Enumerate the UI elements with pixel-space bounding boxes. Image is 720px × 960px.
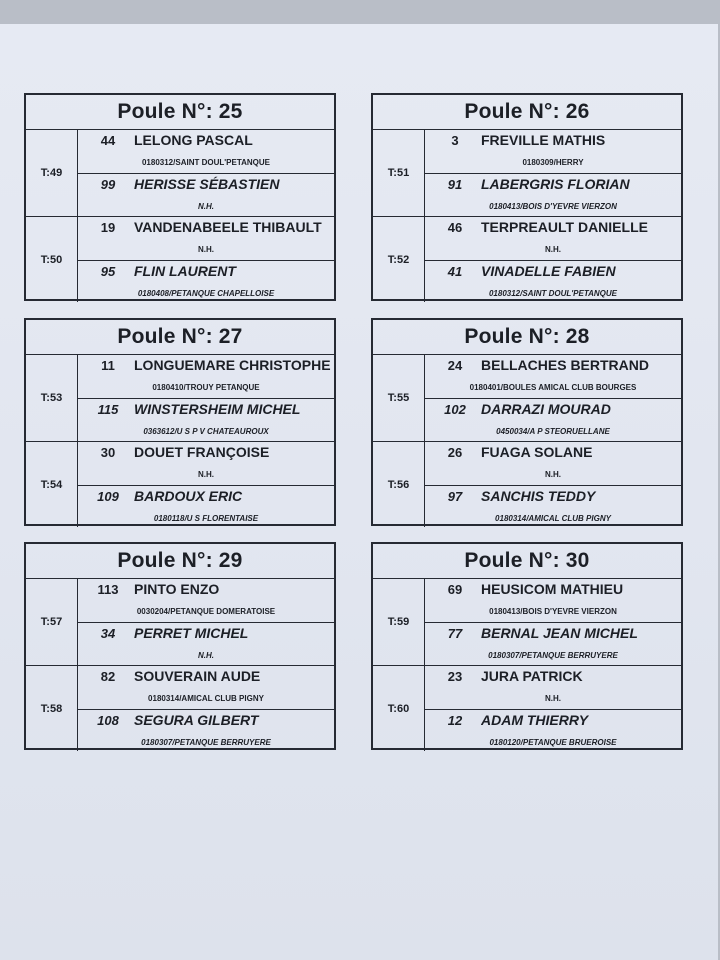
player-club: 0180307/PETANQUE BERRUYERE bbox=[488, 651, 618, 660]
player-club: N.H. bbox=[545, 470, 561, 479]
table-block bbox=[373, 355, 681, 441]
player-name: HEUSICOM MATHIEU bbox=[481, 581, 624, 597]
player-row bbox=[425, 260, 681, 303]
player-row bbox=[78, 398, 334, 441]
player-row bbox=[78, 579, 334, 622]
poule-title: Poule N°: 28 bbox=[373, 320, 681, 355]
table-block bbox=[373, 665, 681, 751]
table-number: T:56 bbox=[373, 442, 425, 527]
player-number: 69 bbox=[447, 582, 463, 597]
poule-card bbox=[371, 93, 683, 301]
player-club: 0363612/U S P V CHATEAUROUX bbox=[143, 427, 269, 436]
player-number: 26 bbox=[447, 445, 463, 460]
player-number: 91 bbox=[447, 177, 463, 192]
player-club: 0180118/U S FLORENTAISE bbox=[153, 514, 259, 523]
player-row bbox=[425, 442, 681, 485]
player-club: N.H. bbox=[198, 202, 214, 211]
player-name: HERISSE SÉBASTIEN bbox=[134, 176, 280, 192]
poule-card bbox=[371, 318, 683, 526]
player-name: VANDENABEELE THIBAULT bbox=[134, 219, 322, 235]
player-row bbox=[78, 217, 334, 260]
player-row bbox=[425, 622, 681, 665]
player-row bbox=[78, 442, 334, 485]
player-name: BARDOUX ERIC bbox=[134, 488, 243, 504]
player-row bbox=[78, 666, 334, 709]
player-club: 0180312/SAINT DOUL'PETANQUE bbox=[141, 158, 270, 167]
player-name: SEGURA GILBERT bbox=[134, 712, 259, 728]
player-number: 44 bbox=[100, 133, 116, 148]
player-name: PERRET MICHEL bbox=[134, 625, 249, 641]
table-number: T:54 bbox=[26, 442, 78, 527]
table-block bbox=[373, 216, 681, 302]
player-name: VINADELLE FABIEN bbox=[481, 263, 616, 279]
player-name: BERNAL JEAN MICHEL bbox=[481, 625, 638, 641]
player-club: 0180413/BOIS D'YEVRE VIERZON bbox=[489, 202, 617, 211]
player-number: 108 bbox=[97, 713, 119, 728]
player-name: LELONG PASCAL bbox=[134, 132, 253, 148]
player-number: 97 bbox=[447, 489, 463, 504]
player-row bbox=[78, 355, 334, 398]
player-club: 0030204/PETANQUE DOMERATOISE bbox=[136, 607, 276, 616]
table-block bbox=[373, 579, 681, 665]
table-block bbox=[26, 665, 334, 751]
player-club: 0180309/HERRY bbox=[522, 158, 584, 167]
player-name: JURA PATRICK bbox=[481, 668, 583, 684]
player-number: 102 bbox=[444, 402, 466, 417]
player-row bbox=[425, 709, 681, 752]
player-number: 34 bbox=[100, 626, 116, 641]
player-number: 30 bbox=[100, 445, 116, 460]
player-row bbox=[78, 173, 334, 216]
player-club: 0450034/A P STEORUELLANE bbox=[496, 427, 610, 436]
player-club: 0180307/PETANQUE BERRUYERE bbox=[141, 738, 271, 747]
player-club: N.H. bbox=[198, 651, 214, 660]
paper-sheet bbox=[0, 24, 718, 960]
player-name: DARRAZI MOURAD bbox=[481, 401, 611, 417]
table-number: T:59 bbox=[373, 579, 425, 665]
poule-card bbox=[24, 93, 336, 301]
player-name: BELLACHES BERTRAND bbox=[481, 357, 649, 373]
table-block bbox=[373, 130, 681, 216]
player-name: DOUET FRANÇOISE bbox=[134, 444, 270, 460]
table-number: T:60 bbox=[373, 666, 425, 751]
table-number: T:50 bbox=[26, 217, 78, 302]
player-club: 0180314/AMICAL CLUB PIGNY bbox=[148, 694, 264, 703]
player-name: ADAM THIERRY bbox=[481, 712, 589, 728]
player-row bbox=[425, 666, 681, 709]
poule-card bbox=[371, 542, 683, 750]
table-number: T:58 bbox=[26, 666, 78, 751]
poule-title: Poule N°: 30 bbox=[373, 544, 681, 579]
table-block bbox=[26, 579, 334, 665]
table-block bbox=[373, 441, 681, 527]
player-row bbox=[425, 217, 681, 260]
table-block bbox=[26, 216, 334, 302]
player-name: TERPREAULT DANIELLE bbox=[481, 219, 648, 235]
player-name: WINSTERSHEIM MICHEL bbox=[134, 401, 301, 417]
poule-title: Poule N°: 29 bbox=[26, 544, 334, 579]
player-row bbox=[78, 130, 334, 173]
player-club: N.H. bbox=[545, 245, 561, 254]
table-block bbox=[26, 355, 334, 441]
player-club: N.H. bbox=[545, 694, 561, 703]
player-club: N.H. bbox=[198, 245, 214, 254]
player-number: 23 bbox=[447, 669, 463, 684]
player-row bbox=[425, 398, 681, 441]
player-number: 41 bbox=[447, 264, 463, 279]
player-number: 11 bbox=[101, 358, 115, 373]
player-row bbox=[425, 130, 681, 173]
player-number: 115 bbox=[97, 402, 119, 417]
player-number: 19 bbox=[100, 220, 116, 235]
poule-title: Poule N°: 27 bbox=[26, 320, 334, 355]
player-number: 12 bbox=[447, 713, 463, 728]
poule-title: Poule N°: 26 bbox=[373, 95, 681, 130]
table-number: T:57 bbox=[26, 579, 78, 665]
player-row bbox=[78, 709, 334, 752]
player-row bbox=[78, 622, 334, 665]
poule-title: Poule N°: 25 bbox=[26, 95, 334, 130]
player-club: 0180401/BOULES AMICAL CLUB BOURGES bbox=[469, 383, 637, 392]
table-number: T:53 bbox=[26, 355, 78, 441]
player-number: 77 bbox=[447, 626, 463, 641]
poules-grid bbox=[24, 93, 684, 755]
table-block bbox=[26, 441, 334, 527]
player-number: 46 bbox=[447, 220, 463, 235]
player-club: 0180312/SAINT DOUL'PETANQUE bbox=[488, 289, 617, 298]
player-name: FLIN LAURENT bbox=[134, 263, 236, 279]
player-row bbox=[78, 485, 334, 528]
player-name: FUAGA SOLANE bbox=[481, 444, 593, 460]
player-name: LABERGRIS FLORIAN bbox=[481, 176, 630, 192]
player-number: 24 bbox=[447, 358, 463, 373]
table-number: T:51 bbox=[373, 130, 425, 216]
poule-card bbox=[24, 318, 336, 526]
player-club: 0180410/TROUY PETANQUE bbox=[152, 383, 260, 392]
player-name: SOUVERAIN AUDE bbox=[134, 668, 261, 684]
player-club: N.H. bbox=[198, 470, 214, 479]
player-row bbox=[425, 485, 681, 528]
player-number: 3 bbox=[451, 133, 459, 148]
player-row bbox=[425, 579, 681, 622]
table-block bbox=[26, 130, 334, 216]
player-number: 99 bbox=[100, 177, 116, 192]
player-club: 0180314/AMICAL CLUB PIGNY bbox=[495, 514, 611, 523]
player-name: FREVILLE MATHIS bbox=[481, 132, 606, 148]
player-row bbox=[78, 260, 334, 303]
player-club: 0180120/PETANQUE BRUEROISE bbox=[489, 738, 617, 747]
poule-card bbox=[24, 542, 336, 750]
table-number: T:49 bbox=[26, 130, 78, 216]
player-number: 109 bbox=[97, 489, 119, 504]
player-row bbox=[425, 355, 681, 398]
player-name: LONGUEMARE CHRISTOPHE bbox=[134, 357, 331, 373]
player-club: 0180413/BOIS D'YEVRE VIERZON bbox=[489, 607, 617, 616]
player-name: PINTO ENZO bbox=[134, 581, 220, 597]
table-number: T:52 bbox=[373, 217, 425, 302]
player-name: SANCHIS TEDDY bbox=[481, 488, 596, 504]
player-number: 95 bbox=[100, 264, 116, 279]
player-club: 0180408/PETANQUE CHAPELLOISE bbox=[137, 289, 275, 298]
player-number: 113 bbox=[97, 582, 119, 597]
table-number: T:55 bbox=[373, 355, 425, 441]
player-row bbox=[425, 173, 681, 216]
player-number: 82 bbox=[100, 669, 116, 684]
